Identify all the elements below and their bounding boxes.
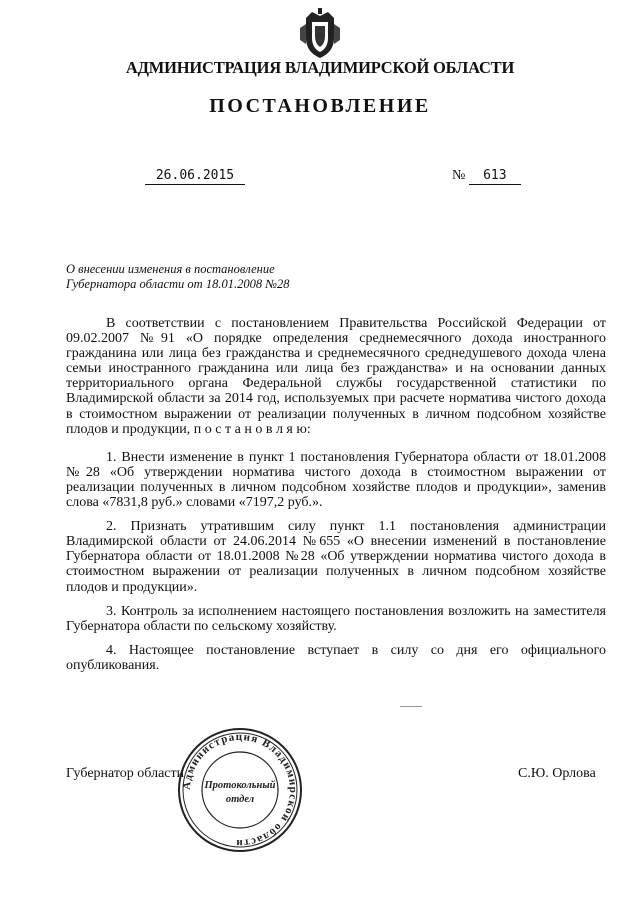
coat-of-arms-icon: [298, 8, 342, 60]
item-paragraph: 4. Настоящее постановление вступает в силу со дня его официального опубликования.: [66, 642, 606, 673]
signatory-title: Губернатор области: [66, 766, 185, 781]
document-body: [66, 316, 606, 682]
decree-word: п о с т а н о в л я ю:: [193, 421, 311, 437]
subject-line: О внесении изменения в постановление: [66, 262, 275, 276]
document-number: [452, 168, 521, 185]
svg-text:Администрация Владимирской обл: Администрация Владимирской области: [180, 730, 300, 850]
document-type-title: ПОСТАНОВЛЕНИЕ: [209, 95, 431, 117]
preamble-paragraph: [66, 316, 606, 437]
official-stamp: [176, 726, 304, 854]
document-date: 26.06.2015: [145, 168, 245, 185]
signatory-name: С.Ю. Орлова: [518, 766, 596, 781]
number-label: №: [452, 168, 466, 183]
scan-mark: [400, 706, 422, 707]
svg-text:Протокольный: Протокольный: [204, 780, 276, 791]
svg-text:отдел: отдел: [225, 794, 255, 805]
item-paragraph: 2. Признать утратившим силу пункт 1.1 постановления администрации Владимирской области от 24.06.2014 №655 «О внесении изменений в постановление Губернатора области от 18.01.2008 №28 «Об утверждении норматива чистого дохода в стоимостном выражении от реализации полученных в личном подсобном хозяйстве плодов и продукции».: [66, 519, 606, 595]
document-subject: [66, 262, 290, 292]
organization-title: АДМИНИСТРАЦИЯ ВЛАДИМИРСКОЙ ОБЛАСТИ: [125, 58, 515, 77]
item-paragraph: 3. Контроль за исполнением настоящего постановления возложить на заместителя Губернатора области по сельскому хозяйству.: [66, 603, 606, 634]
item-paragraph: 1. Внести изменение в пункт 1 постановления Губернатора области от 18.01.2008 №28 «Об утверждении норматива чистого дохода в стоимостном выражении от реализации полученных в личном подсобном хозяйстве плодов и продукции», заменив слова «7831,8 руб.» словами «7197,2 руб.».: [66, 449, 606, 511]
preamble-text: В соответствии с постановлением Правительства Российской Федерации от 09.02.2007 №91 «О порядке определения среднемесячного дохода иностранного гражданина или лица без гражданства и среднемесячного среднедушевого дохода члена семьи иностранного гражданина или лица без гражданства» и на основании данных территориального органа Федеральной службы государственной статистики по Владимирской области за 2014 год, используемых при расчете норматива чистого дохода в стоимостном выражении от реализации полученных в личном подсобном хозяйстве плодов и продукции,: [66, 316, 606, 437]
number-value: 613: [469, 168, 521, 185]
subject-line: Губернатора области от 18.01.2008 №28: [66, 277, 290, 291]
